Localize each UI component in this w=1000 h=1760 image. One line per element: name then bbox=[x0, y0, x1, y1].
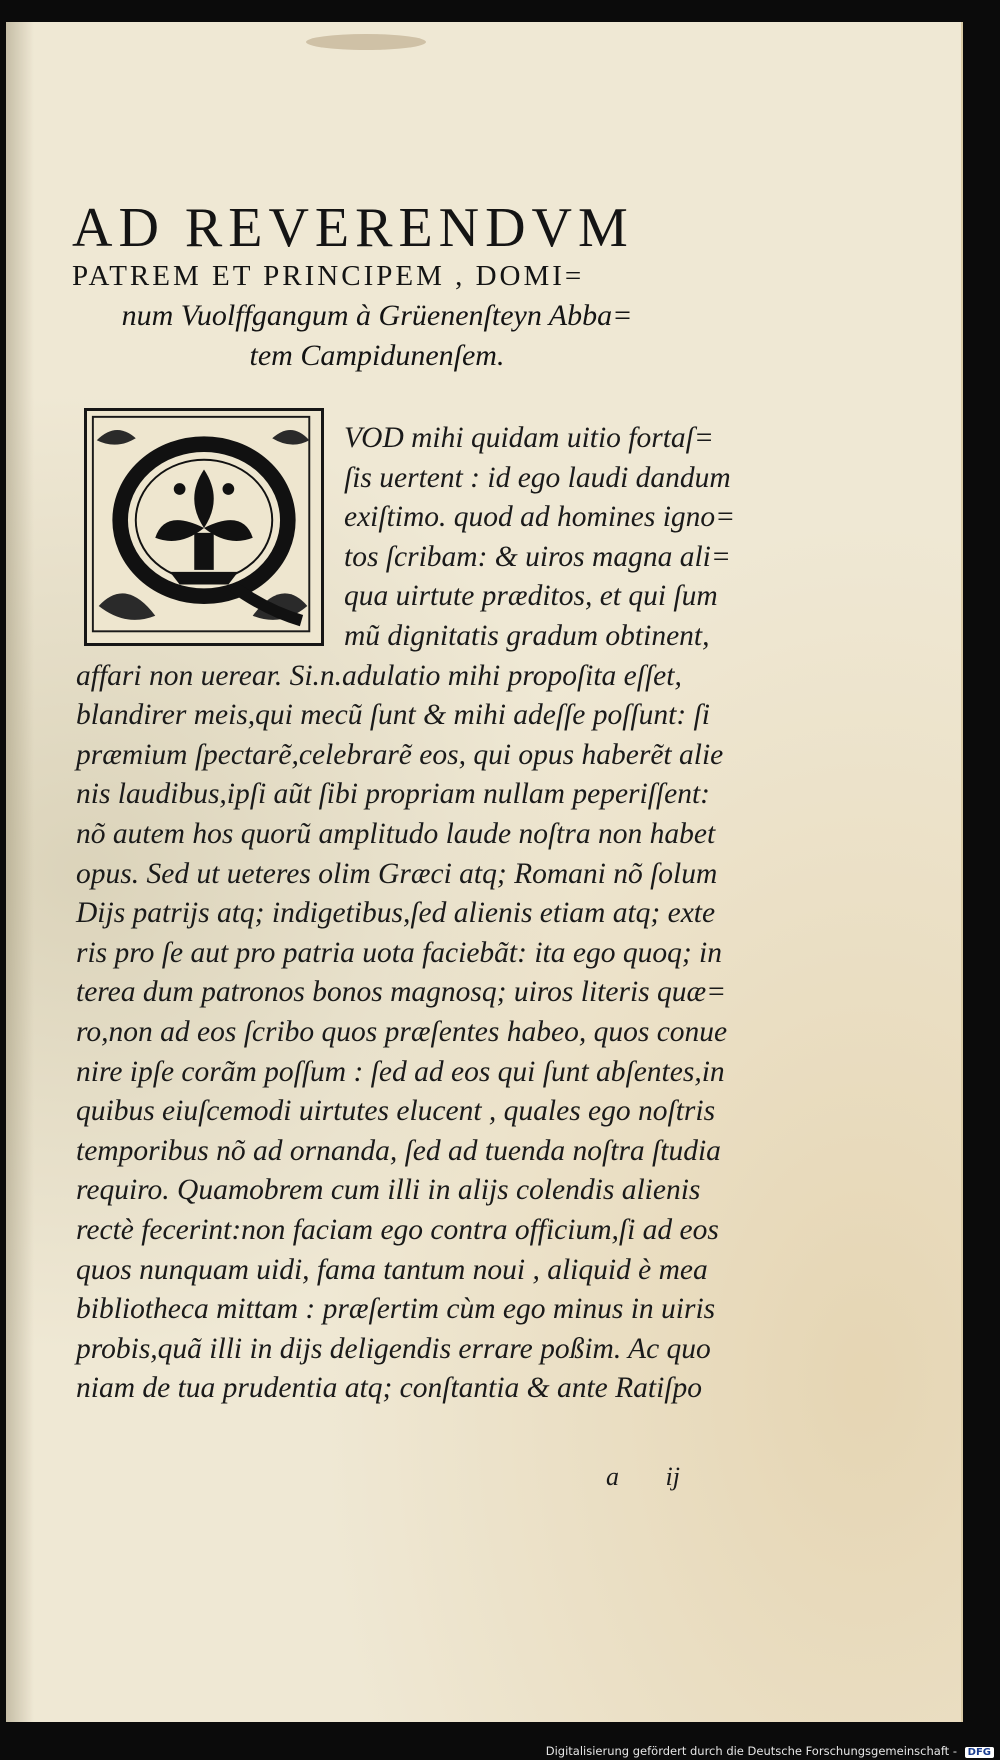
dfg-logo-icon: DFG bbox=[965, 1747, 994, 1758]
dedication-heading bbox=[72, 198, 742, 376]
text-line: ris pro ſe aut pro patria uota faciebãt: ita ego quoq; in bbox=[76, 936, 722, 969]
text-line: quos nunquam uidi, fama tantum noui , aliquid è mea bbox=[76, 1253, 708, 1286]
text-line: requiro. Quamobrem cum illi in alijs colendis alienis bbox=[76, 1174, 701, 1207]
digitization-footer bbox=[546, 1744, 994, 1758]
text-line: bibliotheca mittam : præſertim cùm ego minus in uiris bbox=[76, 1293, 716, 1326]
book-page bbox=[6, 22, 963, 1722]
footer-text: Digitalisierung gefördert durch die Deutsche Forschungsgemeinschaft - bbox=[545, 1744, 957, 1758]
text-line: temporibus nõ ad ornanda, ſed ad tuenda noſtra ſtudia bbox=[76, 1134, 721, 1167]
text-line: nõ autem hos quorũ amplitudo laude noſtra non habet bbox=[76, 818, 716, 850]
text-line: affari non uerear. Si.n.adulatio mihi propoſita eſſet, bbox=[76, 659, 682, 692]
text-line: Dijs patrijs atq; indigetibus,ſed alienis etiam atq; exte bbox=[76, 897, 716, 930]
text-line: opus. Sed ut ueteres olim Græci atq; Romani nõ ſolum bbox=[76, 857, 718, 890]
catchword-2: ij bbox=[665, 1462, 680, 1491]
heading-line-2: PATREM ET PRINCIPEM , DOMI= bbox=[72, 260, 585, 292]
text-line: ſis uertent : id ego laudi dandum bbox=[344, 461, 731, 494]
text-line: VOD mihi quidam uitio fortaſ= bbox=[344, 422, 714, 454]
text-line: exiſtimo. quod ad homines igno= bbox=[344, 501, 736, 534]
heading-line-3: num Vuolffgangum à Grüenenſteyn Abba= bbox=[121, 299, 633, 332]
text-line: rectè fecerint:non faciam ego contra officium,ſi ad eos bbox=[76, 1214, 719, 1246]
text-line: blandirer meis,qui mecũ ſunt & mihi adeſſe poſſunt: ſi bbox=[76, 699, 710, 732]
text-line: nis laudibus,ipſi aũt ſibi propriam nullam peperiſſent: bbox=[76, 778, 710, 811]
text-line: quibus eiuſcemodi uirtutes elucent , quales ego noſtris bbox=[76, 1095, 716, 1128]
heading-line-4: tem Campidunenſem. bbox=[249, 339, 505, 372]
heading-line-1: AD REVERENDVM bbox=[72, 197, 634, 259]
catchword-1: a bbox=[606, 1462, 619, 1491]
signature-mark bbox=[606, 1462, 720, 1492]
text-line: terea dum patronos bonos magnosq; uiros literis quæ= bbox=[76, 976, 727, 1009]
text-line: mũ dignitatis gradum obtinent, bbox=[344, 620, 710, 652]
text-line: qua uirtute præditos, et qui ſum bbox=[344, 580, 718, 613]
text-line: niam de tua prudentia atq; conſtantia & ante Ratiſpo bbox=[76, 1372, 702, 1405]
decorated-initial-q bbox=[84, 408, 324, 646]
page-stain bbox=[306, 34, 426, 50]
text-line: probis,quã illi in dijs deligendis errare poßim. Ac quo bbox=[76, 1332, 711, 1365]
text-line: tos ſcribam: & uiros magna ali= bbox=[344, 540, 731, 573]
text-line: præmium ſpectarẽ,celebrarẽ eos, qui opus haberẽt alie bbox=[76, 738, 724, 771]
text-line: nire ipſe corãm poſſum : ſed ad eos qui ſunt abſentes,in bbox=[76, 1055, 725, 1088]
ornament-initial-icon bbox=[87, 411, 321, 643]
text-line: ro,non ad eos ſcribo quos præſentes habeo, quos conue bbox=[76, 1016, 728, 1048]
